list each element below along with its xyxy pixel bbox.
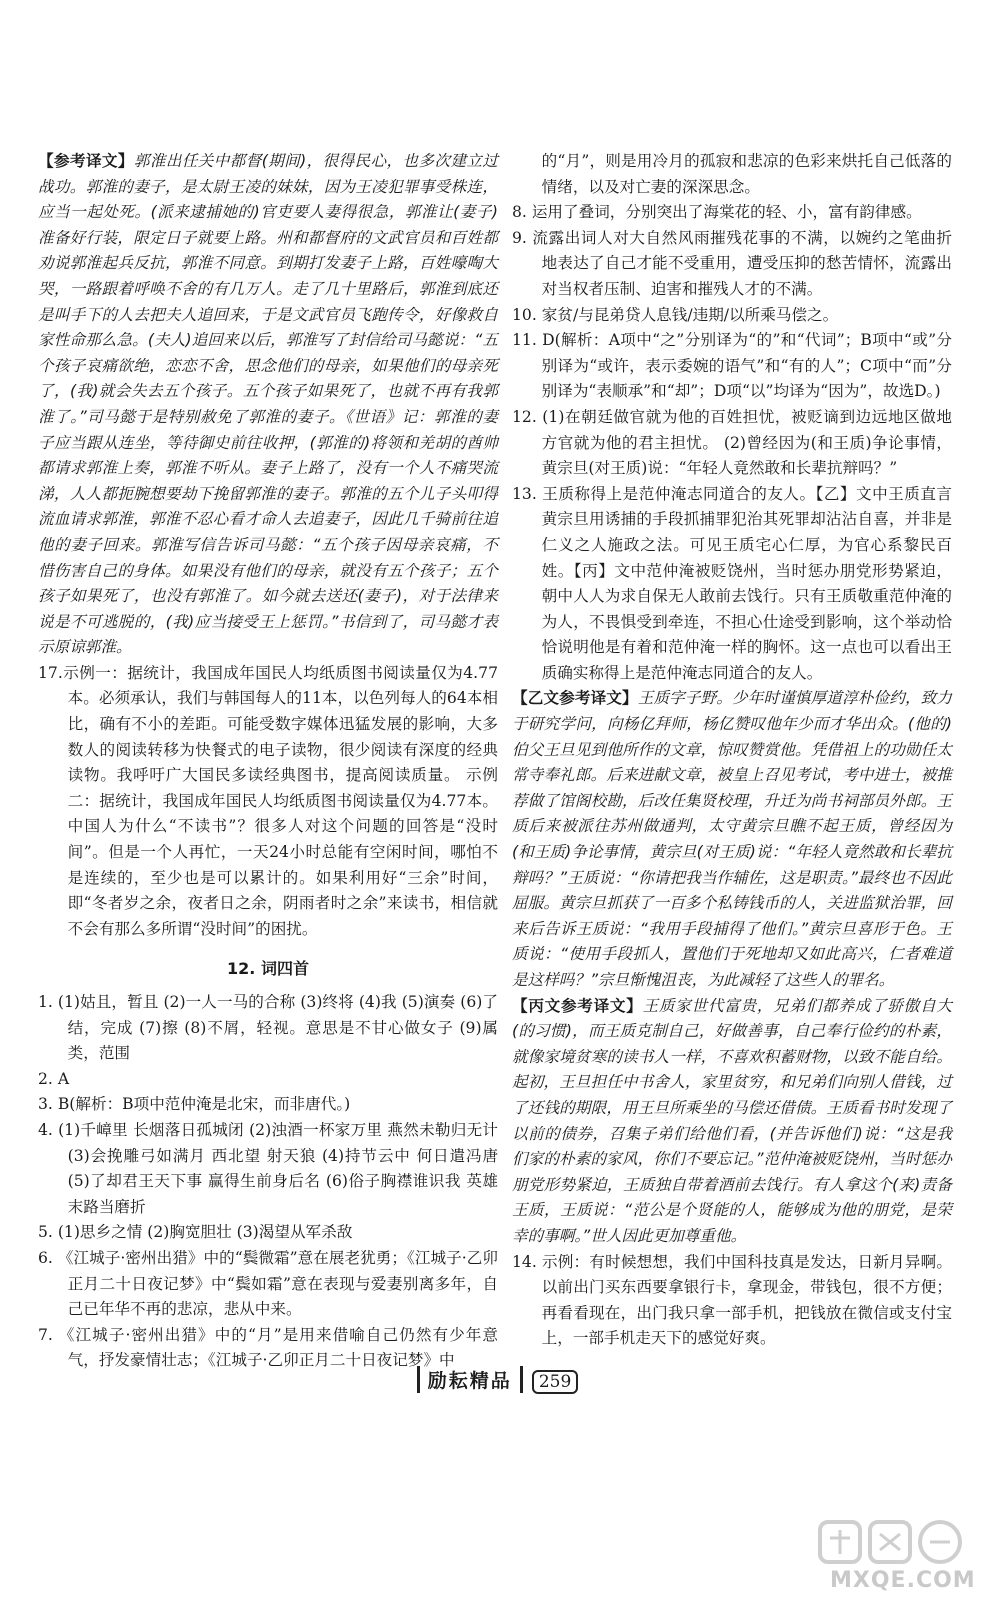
right-column <box>512 149 952 1352</box>
yi-translation-paragraph <box>512 686 952 993</box>
answer-5: 5. (1)思乡之情 (2)胸宽胆壮 (3)渴望从军杀敌 <box>38 1223 353 1242</box>
answer-7-continued: 的“月”，则是用冷月的孤寂和悲凉的色彩来烘托自己低落的情绪，以及对亡妻的深深思念。 <box>541 152 952 196</box>
answer-11: 11. D(解析：A项中“之”分别译为“的”和“代词”；B项中“或”分别译为“或许，表示委婉的语气”和“有的人”；C项中“而”分别译为“表顺承”和“却”；D项“以”均译为“因为”，故选D。) <box>512 331 952 401</box>
bing-translation-text: 王质家世代富贵，兄弟们都养成了骄傲自大(的习惯)，而王质克制自己，好做善事，自己奉行俭约的朴素，就像家境贫寒的读书人一样，不喜欢积蓄财物，以致不能自给。起初，王旦担任中书舍人，家里贫穷，和兄弟们向别人借钱，过了还钱的期限，用王旦所乘坐的马偿还借债。王质看书时发现了以前的债券，召集子弟们给他们看，(并告诉他们)说：“这是我们家的朴素的家风，你们不要忘记。”范仲淹被贬饶州，当时惩办朋党形势紧迫，王质独自带着酒前去饯行。有人拿这个(来)责备王质，王质说：“范公是个贤能的人，能够成为他的朋党，是荣幸的事啊。”世人因此更加尊重他。 <box>512 996 952 1245</box>
answer-7: 7. 《江城子·密州出猎》中的“月”是用来借喻自己仍然有少年意气，抒发豪情壮志；《江城子·乙卯正月二十日夜记梦》中 <box>38 1325 498 1370</box>
answer-17-number: 17. <box>38 663 63 682</box>
section-title: 12. 词四首 <box>227 959 309 979</box>
yi-translation-text: 王质字子野。少年时谨慎厚道淳朴俭约，致力于研究学问，向杨亿拜师，杨亿赞叹他年少而才华出众。(他的)伯父王旦见到他所作的文章，惊叹赞赏他。凭借祖上的功勋任太常寺奉礼郎。后来进献文章，被皇上召见考试，考中进士，被推荐做了馆阁校勘，后改任集贤校理，升迁为尚书祠部员外郎。王质后来被派往苏州做通判，太守黄宗旦瞧不起王质，曾经因为(和王质)争论事情，黄宗旦(对王质)说：“年轻人竟然敢和长辈抗辩吗？”王质说：“你请把我当作辅佐，这是职责。”最终也不因此屈服。黄宗旦抓获了一百多个私铸钱币的人，关进监狱治罪，回来后告诉王质说：“我用手段捕得了他们。”黄宗旦喜形于色。王质说：“使用手段抓人，置他们于死地却又如此高兴，仁者难道是这样吗？”宗旦惭愧沮丧，为此减轻了这些人的罪名。 <box>512 689 952 989</box>
answer-13 <box>512 482 952 687</box>
answer-9: 9. 流露出词人对大自然风雨摧残花事的不满，以婉约之笔曲折地表达了自己才能不受重用，遭受压抑的愁苦情怀，流露出对当权者压制、迫害和摧残人才的不满。 <box>512 228 952 298</box>
page-footer <box>0 1366 995 1394</box>
page-number: 259 <box>532 1370 578 1394</box>
reference-translation-text: 郭淮出任关中都督(期间)，很得民心，也多次建立过战功。郭淮的妻子，是太尉王凌的妹妹，因为王凌犯罪事受株连，应当一起处死。(派来逮捕她的)官吏要人妻得很急，郭淮让(妻子)准备好行装，限定日子就要上路。州和都督府的文武官员和百姓都劝说郭淮起兵反抗，郭淮不同意。到期打发妻子上路，百姓嚎啕大哭，一路跟着呼唤不舍的有几万人。走了几十里路后，郭淮到底还是叫手下的人去把夫人追回来，于是文武官员飞跑传令，好像救自家性命那么急。(夫人)追回来以后，郭淮写了封信给司马懿说：“五个孩子哀痛欲绝，恋恋不舍，思念他们的母亲，如果他们的母亲死了，(我)就会失去五个孩子。五个孩子如果死了，也就不再有我郭淮了。”司马懿于是特别赦免了郭淮的妻子。《世语》记：郭淮的妻子应当跟从连坐，等待御史前往收押，(郭淮的)将领和羌胡的酋帅都请求郭淮上奏，郭淮不听从。妻子上路了，没有一个人不痛哭流涕，人人都扼腕想要劫下挽留郭淮的妻子。郭淮的五个儿子头叩得流血请求郭淮，郭淮不忍心看才命人去追妻子，因此几千骑前往追他的妻子回来。郭淮写信告诉司马懿：“五个孩子因母亲哀痛，不惜伤害自己的身体。如果没有他们的母亲，就没有五个孩子；五个孩子如果死了，也没有郭淮了。如今就去送还(妻子)，对于法律来说是不可逃脱的，(我)应当接受王上惩罚。”书信到了，司马懿才表示原谅郭淮。 <box>38 152 498 657</box>
answer-13-intro: 13. 王质称得上是范仲淹志同道合的友人。 <box>512 484 816 503</box>
answer-17 <box>38 661 498 943</box>
bing-translation-paragraph <box>512 994 952 1250</box>
answer-13-body: 【乙】文中王质直言黄宗旦用诱捕的手段抓捕罪犯治其死罪却沾沾自喜，并非是仁义之人施政之法。可见王质宅心仁厚，为官心系黎民百姓。【丙】文中范仲淹被贬饶州，当时惩办朋党形势紧迫，朝中人人为求自保无人敢前去饯行。只有王质敬重范仲淹的为人，不畏惧受到牵连，不担心仕途受到影响，这个举动恰恰说明他是有着和范仲淹一样的胸怀。 <box>541 484 952 657</box>
answer-14: 14. 示例：有时候想想，我们中国科技真是发达，日新月异啊。以前出门买东西要拿银行卡，拿现金，带钱包，很不方便；再看看现在，出门我只拿一部手机，把钱放在微信或支付宝上，一部手机走天下的感觉好爽。 <box>512 1252 952 1348</box>
reference-translation-label: 【参考译文】 <box>38 152 134 170</box>
answer-8: 8. 运用了叠词，分别突出了海棠花的轻、小，富有韵律感。 <box>512 203 922 222</box>
answer-3: 3. B(解析：B项中范仲淹是北宋，而非唐代。) <box>38 1095 351 1114</box>
yi-translation-label: 【乙文参考译文】 <box>512 689 638 708</box>
answer-6: 6. 《江城子·密州出猎》中的“鬓微霜”意在展老犹勇；《江城子·乙卯正月二十日夜记梦》中“鬓如霜”意在表现与爱妻别离多年，自己已年华不再的悲凉，悲从中来。 <box>38 1248 498 1319</box>
left-column <box>38 149 498 1374</box>
watermark-site: MXQE.COM <box>830 1568 976 1593</box>
answer-17-text: 示例一：据统计，我国成年国民人均纸质图书阅读量仅为4.77本。必须承认，我们与韩国每人的11本，以色列每人的64本相比，确有不小的差距。可能受数字媒体迅猛发展的影响，大多数人的阅读转移为快餐式的电子读物，很少阅读有深度的经典读物。我呼吁广大国民多读经典图书，提高阅读质量。 示例二：据统计，我国成年国民人均纸质图书阅读量仅为4.77本。中国人为什么“不读书”？很多人对这个问题的回答是“没时间”。但是一个人再忙，一天24小时总能有空闲时间，哪怕不是连续的，至少也是可以累计的。如果利用好“三余”时间，即“冬者岁之余，夜者日之余，阴雨者时之余”来读书，相信就不会有那么多所谓“没时间”的困扰。 <box>62 663 498 938</box>
brand-logo: 励耘精品 <box>417 1366 523 1393</box>
answer-2: 2. A <box>38 1069 70 1088</box>
answer-4: 4. (1)千嶂里 长烟落日孤城闭 (2)浊酒一杯家万里 燕然未勒归无计 (3)会挽雕弓如满月 西北望 射天狼 (4)持节云中 何日遣冯唐 (5)了却君王天下事 赢得生前身后名 (6)俗子胸襟谁识我 英雄末路当磨折 <box>38 1120 498 1216</box>
answer-12: 12. (1)在朝廷做官就为他的百姓担忧，被贬谪到边远地区做地方官就为他的君主担忧。 (2)曾经因为(和王质)争论事情，黄宗旦(对王质)说：“年轻人竟然敢和长辈抗辩吗？” <box>512 407 952 478</box>
answer-10: 10. 家贫/与昆弟贷人息钱/违期/以所乘马偿之。 <box>512 305 839 324</box>
answer-13-tail: 这一点也可以看出王质确实称得上是范仲淹志同道合的友人。 <box>541 638 952 682</box>
answer-1: 1. (1)姑且，暂且 (2)一人一马的合称 (3)终将 (4)我 (5)演奏 (6)了结，完成 (7)擦 (8)不屑，轻视。意思是不甘心做女子 (9)属类，范围 <box>38 993 498 1063</box>
bing-translation-label: 【丙文参考译文】 <box>512 996 643 1015</box>
translation-paragraph <box>38 149 498 661</box>
